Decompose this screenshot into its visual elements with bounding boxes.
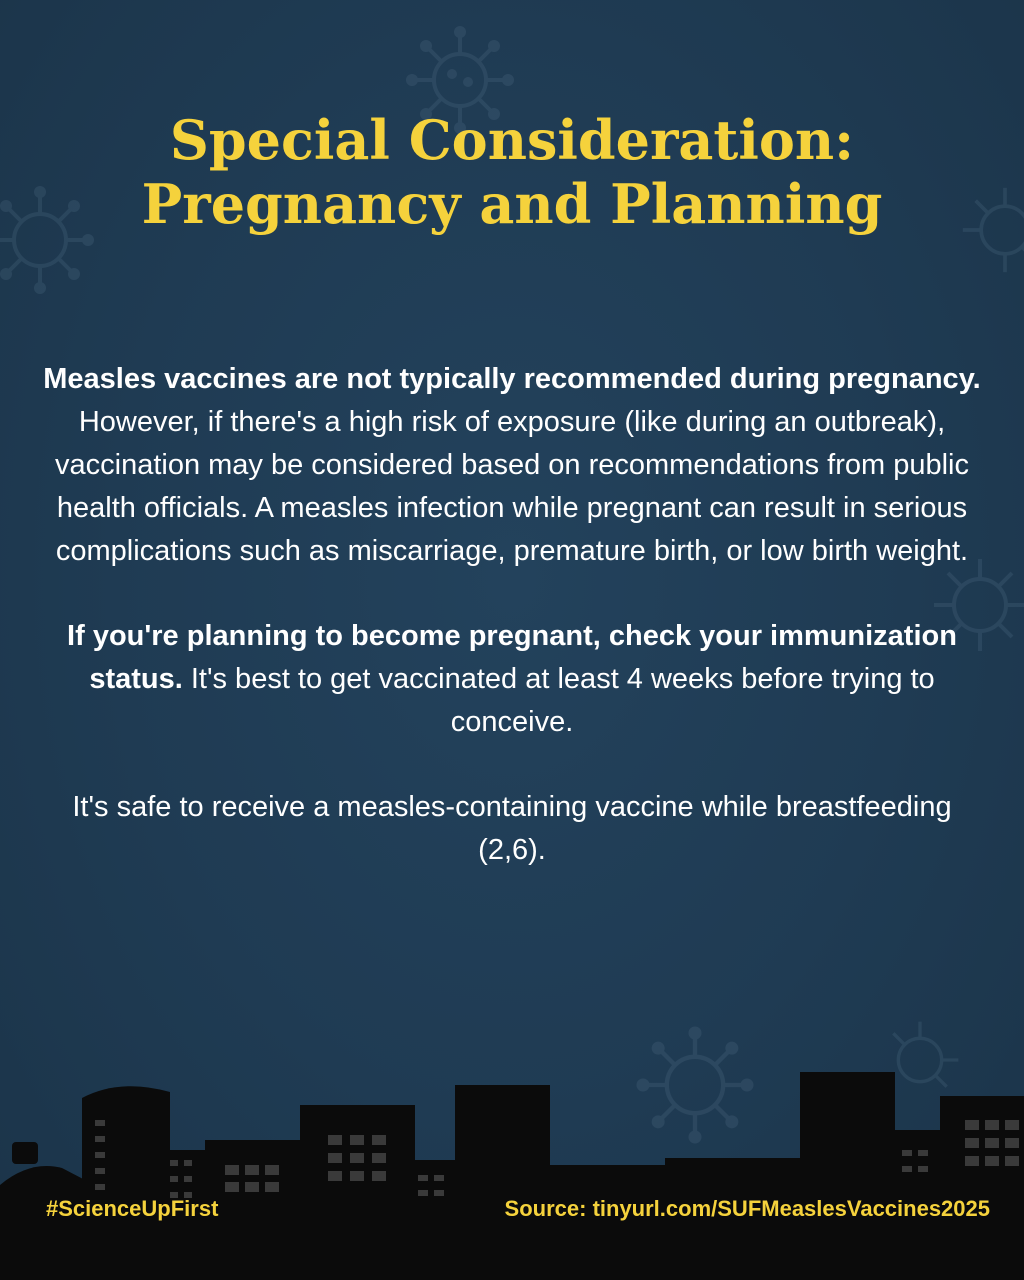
source-link[interactable]: Source: tinyurl.com/SUFMeaslesVaccines2025	[504, 1196, 990, 1221]
title-line-1: Special Consideration:	[169, 108, 855, 172]
hashtag-label: #ScienceUpFirst	[46, 1196, 219, 1221]
paragraph-text: However, if there's a high risk of exposure (like during an outbreak), vaccination may be considered based on recommendations from public health officials. A measles infection while pregnant can result in serious complications such as miscarriage, premature birth, or low birth weight.	[55, 406, 969, 567]
paragraph-lead: If you're planning to become pregnant, check your immunization status.	[67, 620, 957, 695]
body-content	[40, 358, 984, 914]
title-line-2: Pregnancy and Planning	[141, 172, 883, 236]
page-title	[0, 108, 1024, 236]
paragraph-text: It's safe to receive a measles-containing vaccine while breastfeeding (2,6).	[72, 791, 952, 866]
paragraph-breastfeeding	[40, 786, 984, 872]
paragraph-pregnancy	[40, 358, 984, 573]
city-skyline	[0, 1040, 1024, 1280]
paragraph-lead: Measles vaccines are not typically recommended during pregnancy.	[43, 363, 981, 395]
paragraph-text: It's best to get vaccinated at least 4 weeks before trying to conceive.	[182, 663, 935, 738]
paragraph-planning	[40, 615, 984, 744]
